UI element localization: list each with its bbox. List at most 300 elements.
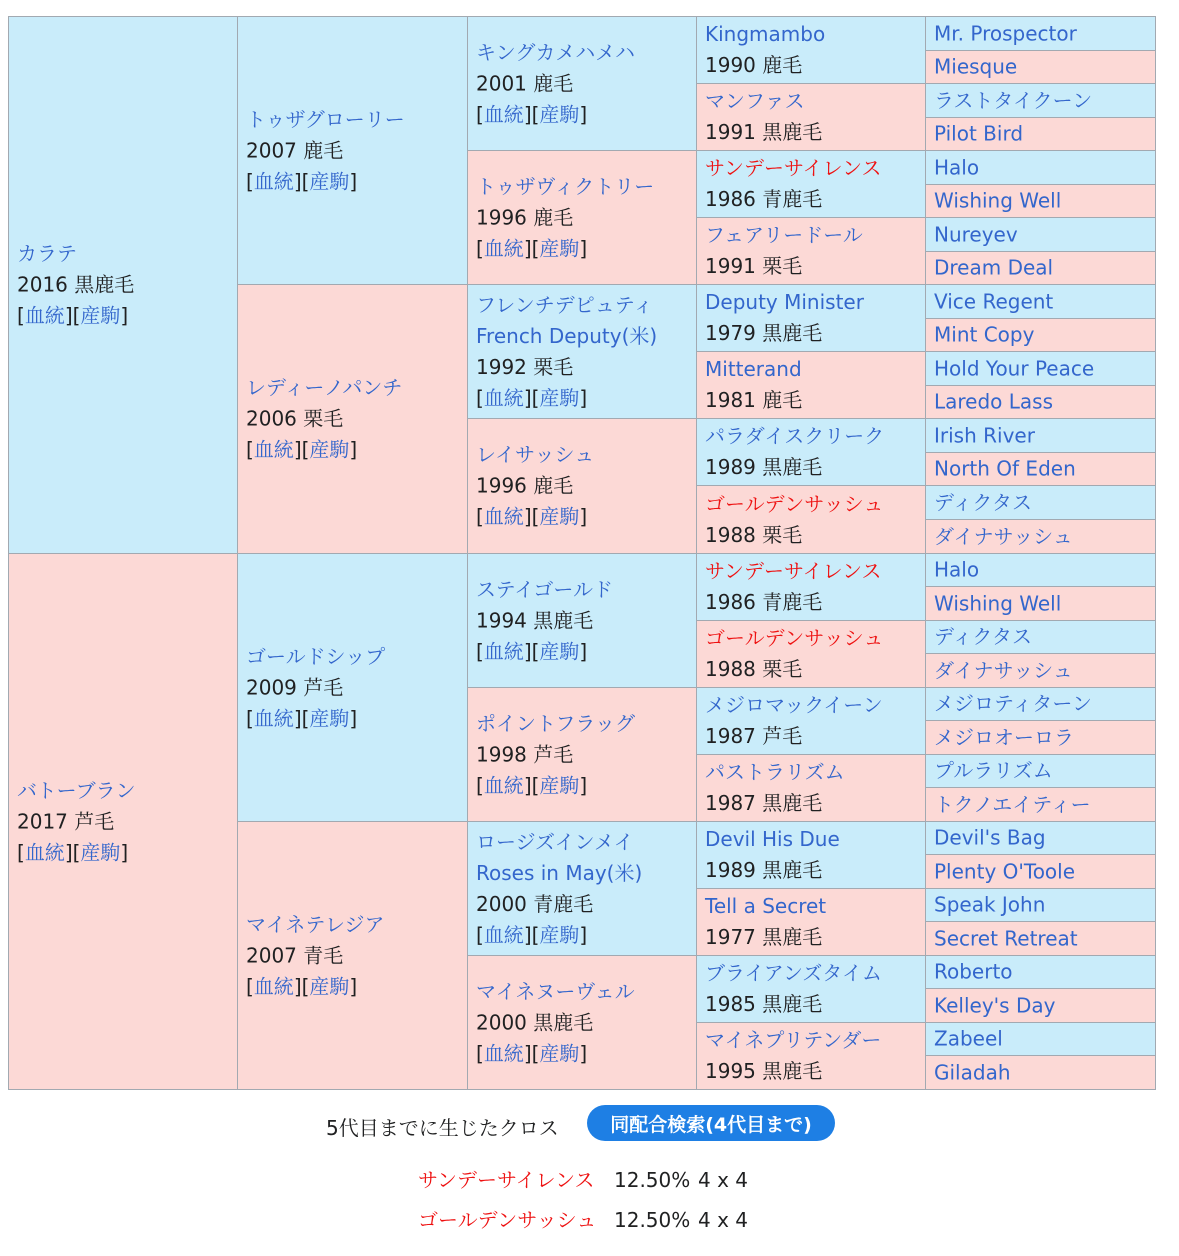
horse-name-link[interactable]: メジロマックイーン xyxy=(705,693,883,717)
cell-content xyxy=(246,373,463,466)
pedigree-cell-gen5 xyxy=(925,184,1156,218)
horse-name-link[interactable]: Deputy Minister xyxy=(705,290,864,314)
progeny-link[interactable]: 産駒 xyxy=(309,974,350,998)
horse-name-link[interactable]: ゴールデンサッシュ xyxy=(705,491,884,516)
pedigree-cell-gen2 xyxy=(237,284,468,554)
pedigree-link[interactable]: 血統 xyxy=(483,639,524,663)
cell-content xyxy=(934,521,1151,552)
cell-content xyxy=(476,440,692,533)
bracket-close: ] xyxy=(579,773,588,797)
pedigree-cell-gen5 xyxy=(925,988,1156,1023)
cross-section xyxy=(0,1100,1179,1250)
cell-content xyxy=(934,18,1151,49)
pedigree-cell-gen3 xyxy=(467,284,697,419)
bracket-mid: ][ xyxy=(293,974,310,998)
pedigree-link[interactable]: 血統 xyxy=(253,169,294,193)
horse-birth-info: 1985 黒鹿毛 xyxy=(705,992,823,1016)
pedigree-link[interactable]: 血統 xyxy=(253,437,294,462)
cell-content xyxy=(934,1057,1151,1088)
cross-horse-link[interactable]: ゴールデンサッシュ xyxy=(418,1208,597,1232)
horse-name-link[interactable]: トゥザヴィクトリー xyxy=(476,174,655,198)
bracket-open: [ xyxy=(476,504,484,529)
pedigree-cell-gen4 xyxy=(696,754,926,822)
bracket-close: ] xyxy=(579,639,588,663)
cross-percentage: 12.50% xyxy=(614,1208,691,1232)
pedigree-link[interactable]: 血統 xyxy=(24,303,65,328)
horse-birth-info: 1987 黒鹿毛 xyxy=(705,791,823,815)
horse-name-link[interactable]: Irish River xyxy=(934,423,1035,447)
pedigree-link[interactable]: 血統 xyxy=(253,974,294,998)
bracket-close: ] xyxy=(579,922,588,947)
horse-birth-info: 1986 青鹿毛 xyxy=(705,187,823,211)
horse-links xyxy=(246,703,463,734)
horse-alt-name-link[interactable]: French Deputy(米) xyxy=(476,323,658,348)
pedigree-cell-gen2 xyxy=(237,16,468,285)
cell-content xyxy=(17,239,233,332)
horse-links xyxy=(476,99,692,130)
cell-content xyxy=(934,622,1151,653)
pedigree-cell-gen4 xyxy=(696,1022,926,1090)
horse-name-link[interactable]: トクノエイティー xyxy=(934,792,1091,816)
pedigree-cell-gen5 xyxy=(925,418,1156,453)
horse-links xyxy=(476,233,692,264)
progeny-link[interactable]: 産駒 xyxy=(309,169,350,193)
pedigree-cell-gen3 xyxy=(467,16,697,151)
horse-name-link[interactable]: Miesque xyxy=(934,54,1018,79)
bracket-close: ] xyxy=(120,840,129,864)
same-mating-search-button[interactable]: 同配合検索(4代目まで) xyxy=(587,1105,835,1141)
horse-name-link[interactable]: Wishing Well xyxy=(934,591,1062,615)
horse-links xyxy=(476,636,692,667)
horse-name-link[interactable]: サンデーサイレンス xyxy=(705,156,882,180)
horse-name-link[interactable]: サンデーサイレンス xyxy=(705,559,882,583)
progeny-link[interactable]: 産駒 xyxy=(80,303,121,328)
cell-content xyxy=(934,923,1151,954)
pedigree-cell-gen5 xyxy=(925,754,1156,788)
cell-content xyxy=(934,186,1151,217)
bracket-mid: ][ xyxy=(64,303,81,328)
bracket-close: ] xyxy=(349,974,358,998)
cell-content xyxy=(705,1025,921,1087)
pedigree-cell-gen5 xyxy=(925,955,1156,989)
progeny-link[interactable]: 産駒 xyxy=(539,639,580,663)
cell-content xyxy=(934,856,1151,887)
pedigree-cell-gen5 xyxy=(925,351,1156,386)
cell-content xyxy=(934,487,1151,518)
cell-content xyxy=(705,220,921,282)
cell-content xyxy=(476,37,692,130)
cross-generations: 4 x 4 xyxy=(698,1168,748,1192)
horse-name-link[interactable]: Plenty O'Toole xyxy=(934,859,1076,883)
horse-birth-info: 1986 青鹿毛 xyxy=(705,590,823,614)
pedigree-cell-gen5 xyxy=(925,251,1156,285)
cross-generations: 4 x 4 xyxy=(698,1208,748,1232)
pedigree-cell-gen5 xyxy=(925,720,1156,755)
cross-row xyxy=(418,1204,748,1233)
cross-horse-link[interactable]: サンデーサイレンス xyxy=(418,1168,595,1192)
horse-name-link[interactable]: ダイナサッシュ xyxy=(934,658,1073,682)
horse-birth-info: 2000 青鹿毛 xyxy=(476,891,594,916)
cell-content xyxy=(934,890,1151,921)
bracket-mid: ][ xyxy=(523,773,540,797)
horse-name-link[interactable]: ロージズインメイ xyxy=(476,829,634,854)
bracket-open: [ xyxy=(476,639,484,663)
cell-content xyxy=(705,287,921,349)
bracket-open: [ xyxy=(17,303,25,328)
pedigree-cell-gen5 xyxy=(925,485,1156,520)
cell-content xyxy=(476,290,692,414)
horse-name-link[interactable]: Roberto xyxy=(934,959,1013,984)
horse-name-link[interactable]: ポイントフラッグ xyxy=(476,711,635,735)
horse-birth-info: 1987 芦毛 xyxy=(705,724,803,748)
cell-content xyxy=(934,555,1151,586)
cell-content xyxy=(476,171,692,264)
horse-name-link[interactable]: North Of Eden xyxy=(934,456,1076,481)
pedigree-link[interactable]: 血統 xyxy=(483,922,524,947)
pedigree-cell-gen4 xyxy=(696,485,926,554)
pedigree-cell-gen1 xyxy=(8,16,238,554)
horse-name-link[interactable]: ディクタス xyxy=(934,490,1032,514)
cell-content xyxy=(934,655,1151,686)
pedigree-cell-gen5 xyxy=(925,217,1156,252)
cross-label: 5代目までに生じたクロス xyxy=(326,1116,559,1140)
bracket-mid: ][ xyxy=(523,385,540,410)
horse-name-link[interactable]: Mitterand xyxy=(705,357,802,381)
horse-name-link[interactable]: レディーノパンチ xyxy=(246,375,403,400)
bracket-close: ] xyxy=(349,706,358,730)
pedigree-link[interactable]: 血統 xyxy=(483,1041,524,1065)
bracket-open: [ xyxy=(476,1041,484,1065)
horse-birth-info: 2007 青毛 xyxy=(246,943,344,967)
bracket-close: ] xyxy=(120,303,129,328)
pedigree-cell-gen5 xyxy=(925,921,1156,956)
bracket-open: [ xyxy=(476,773,484,797)
cell-content xyxy=(934,353,1151,384)
horse-birth-info: 2017 芦毛 xyxy=(17,809,115,833)
progeny-link[interactable]: 産駒 xyxy=(539,922,580,947)
bracket-close: ] xyxy=(349,169,358,193)
cell-content xyxy=(705,489,921,551)
bracket-open: [ xyxy=(246,706,254,730)
pedigree-cell-gen2 xyxy=(237,821,468,1090)
horse-name-link[interactable]: フレンチデピュティ xyxy=(476,292,654,317)
horse-birth-info: 2016 黒鹿毛 xyxy=(17,272,135,297)
horse-name-link[interactable]: レイサッシュ xyxy=(476,442,595,467)
pedigree-link[interactable]: 血統 xyxy=(483,773,524,797)
cell-content xyxy=(934,756,1151,787)
pedigree-cell-gen5 xyxy=(925,318,1156,352)
bracket-open: [ xyxy=(246,437,254,462)
bracket-mid: ][ xyxy=(293,169,310,193)
pedigree-link[interactable]: 血統 xyxy=(483,102,524,126)
bracket-close: ] xyxy=(579,102,588,126)
pedigree-cell-gen4 xyxy=(696,955,926,1023)
horse-birth-info: 1996 鹿毛 xyxy=(476,205,574,229)
pedigree-cell-gen5 xyxy=(925,452,1156,486)
pedigree-cell-gen5 xyxy=(925,284,1156,319)
cell-content xyxy=(17,775,233,868)
horse-name-link[interactable]: Laredo Lass xyxy=(934,389,1054,414)
horse-name-link[interactable]: キングカメハメハ xyxy=(476,40,635,64)
horse-birth-info: 1995 黒鹿毛 xyxy=(705,1059,823,1083)
cell-content xyxy=(934,454,1151,485)
horse-name-link[interactable]: ステイゴールド xyxy=(476,577,613,601)
pedigree-link[interactable]: 血統 xyxy=(483,236,524,260)
horse-birth-info: 2001 鹿毛 xyxy=(476,71,574,95)
pedigree-cell-gen3 xyxy=(467,150,697,285)
horse-name-link[interactable]: メジロオーロラ xyxy=(934,725,1074,749)
pedigree-cell-gen5 xyxy=(925,854,1156,889)
horse-name-link[interactable]: Dream Deal xyxy=(934,255,1054,280)
horse-name-link[interactable]: Mr. Prospector xyxy=(934,21,1077,45)
progeny-link[interactable]: 産駒 xyxy=(309,437,350,462)
cell-content xyxy=(705,958,921,1020)
cell-content xyxy=(934,420,1151,451)
horse-birth-info: 2000 黒鹿毛 xyxy=(476,1010,594,1034)
cell-content xyxy=(934,957,1151,988)
pedigree-cell-gen4 xyxy=(696,284,926,352)
pedigree-cell-gen5 xyxy=(925,1022,1156,1056)
cell-content xyxy=(476,708,692,801)
pedigree-link[interactable]: 血統 xyxy=(483,385,524,410)
pedigree-cell-gen5 xyxy=(925,385,1156,419)
cell-content xyxy=(705,824,921,886)
horse-links xyxy=(476,770,692,801)
cell-content xyxy=(246,641,463,734)
cell-content xyxy=(705,690,921,752)
pedigree-link[interactable]: 血統 xyxy=(483,504,524,529)
progeny-link[interactable]: 産駒 xyxy=(539,504,580,529)
horse-birth-info: 1998 芦毛 xyxy=(476,742,574,766)
horse-birth-info: 1990 鹿毛 xyxy=(705,53,803,77)
horse-birth-info: 1988 栗毛 xyxy=(705,657,803,681)
cell-content xyxy=(476,574,692,667)
horse-name-link[interactable]: Wishing Well xyxy=(934,188,1062,213)
horse-name-link[interactable]: パラダイスクリーク xyxy=(705,424,885,448)
horse-name-link[interactable]: Mint Copy xyxy=(934,322,1035,347)
cell-content xyxy=(705,421,921,483)
horse-links xyxy=(246,971,463,1002)
cell-content xyxy=(476,976,692,1069)
pedigree-cell-gen5 xyxy=(925,150,1156,185)
horse-links xyxy=(17,301,233,332)
pedigree-cell-gen4 xyxy=(696,821,926,889)
pedigree-cell-gen3 xyxy=(467,821,697,956)
bracket-open: [ xyxy=(246,974,254,998)
pedigree-cell-gen4 xyxy=(696,16,926,84)
horse-name-link[interactable]: バトーブラン xyxy=(17,778,136,802)
bracket-mid: ][ xyxy=(523,504,540,529)
pedigree-cell-gen3 xyxy=(467,687,697,822)
cell-content xyxy=(705,757,921,819)
bracket-mid: ][ xyxy=(293,706,310,730)
horse-name-link[interactable]: カラテ xyxy=(17,241,77,266)
cell-content xyxy=(705,891,921,953)
bracket-open: [ xyxy=(476,385,484,410)
cell-content xyxy=(934,152,1151,183)
cell-content xyxy=(934,119,1151,150)
pedigree-cell-gen4 xyxy=(696,217,926,285)
horse-name-link[interactable]: Secret Retreat xyxy=(934,926,1078,950)
cell-content xyxy=(934,320,1151,351)
cell-content xyxy=(246,104,463,197)
progeny-link[interactable]: 産駒 xyxy=(80,840,121,864)
pedigree-cell-gen4 xyxy=(696,888,926,956)
bracket-open: [ xyxy=(476,236,484,260)
pedigree-cell-gen4 xyxy=(696,351,926,419)
pedigree-cell-gen5 xyxy=(925,687,1156,721)
cell-content xyxy=(705,354,921,416)
horse-name-link[interactable]: Giladah xyxy=(934,1060,1011,1084)
bracket-close: ] xyxy=(579,1041,588,1065)
cell-content xyxy=(934,588,1151,619)
progeny-link[interactable]: 産駒 xyxy=(539,385,580,410)
progeny-link[interactable]: 産駒 xyxy=(539,773,580,797)
cell-content xyxy=(705,556,921,618)
cell-content xyxy=(705,623,921,685)
horse-name-link[interactable]: ゴールドシップ xyxy=(246,644,386,668)
horse-birth-info: 1989 黒鹿毛 xyxy=(705,455,823,479)
horse-name-link[interactable]: プルラリズム xyxy=(934,758,1053,783)
horse-name-link[interactable]: ダイナサッシュ xyxy=(934,524,1073,548)
pedigree-cell-gen5 xyxy=(925,50,1156,84)
bracket-close: ] xyxy=(579,385,588,410)
cell-content xyxy=(934,689,1151,720)
horse-name-link[interactable]: Hold Your Peace xyxy=(934,356,1095,380)
horse-name-link[interactable]: Pilot Bird xyxy=(934,121,1024,146)
cell-content xyxy=(934,990,1151,1021)
horse-name-link[interactable]: Devil's Bag xyxy=(934,825,1046,850)
cell-content xyxy=(934,219,1151,250)
bracket-close: ] xyxy=(349,437,358,462)
pedigree-cell-gen2 xyxy=(237,553,468,822)
cell-content xyxy=(246,909,463,1002)
cell-content xyxy=(934,85,1151,116)
horse-name-link[interactable]: Vice Regent xyxy=(934,289,1054,313)
horse-birth-info: 2006 栗毛 xyxy=(246,406,344,431)
horse-name-link[interactable]: Nureyev xyxy=(934,222,1018,246)
cell-content xyxy=(934,722,1151,753)
pedigree-cell-gen1 xyxy=(8,553,238,1090)
horse-birth-info: 1989 黒鹿毛 xyxy=(705,858,823,882)
bracket-mid: ][ xyxy=(523,1041,540,1065)
bracket-mid: ][ xyxy=(523,922,540,947)
horse-birth-info: 1988 栗毛 xyxy=(705,522,803,547)
pedigree-cell-gen5 xyxy=(925,83,1156,118)
bracket-open: [ xyxy=(246,169,254,193)
pedigree-cell-gen5 xyxy=(925,1055,1156,1090)
horse-birth-info: 2007 鹿毛 xyxy=(246,138,344,162)
horse-name-link[interactable]: Speak John xyxy=(934,892,1046,917)
pedigree-cell-gen5 xyxy=(925,821,1156,855)
horse-birth-info: 1991 栗毛 xyxy=(705,254,803,278)
horse-links xyxy=(476,383,692,414)
horse-name-link[interactable]: Tell a Secret xyxy=(705,894,827,918)
horse-name-link[interactable]: Halo xyxy=(934,155,980,179)
progeny-link[interactable]: 産駒 xyxy=(539,102,580,126)
pedigree-cell-gen5 xyxy=(925,787,1156,822)
horse-alt-name-link[interactable]: Roses in May(米) xyxy=(476,860,643,885)
pedigree-cell-gen5 xyxy=(925,519,1156,554)
horse-birth-info: 1992 栗毛 xyxy=(476,354,574,379)
bracket-mid: ][ xyxy=(523,639,540,663)
horse-name-link[interactable]: ゴールデンサッシュ xyxy=(705,626,884,650)
pedigree-link[interactable]: 血統 xyxy=(24,840,65,864)
horse-name-link[interactable]: Kingmambo xyxy=(705,22,826,46)
horse-links xyxy=(246,166,463,197)
pedigree-cell-gen3 xyxy=(467,955,697,1090)
horse-links xyxy=(476,920,692,951)
horse-links xyxy=(246,435,463,466)
horse-name-link[interactable]: ラストタイクーン xyxy=(934,88,1093,112)
horse-birth-info: 1991 黒鹿毛 xyxy=(705,120,823,144)
pedigree-cell-gen5 xyxy=(925,117,1156,151)
cell-content xyxy=(934,387,1151,418)
horse-name-link[interactable]: Kelley's Day xyxy=(934,993,1056,1017)
horse-name-link[interactable]: マイネヌーヴェル xyxy=(476,979,635,1003)
cross-row xyxy=(418,1164,748,1193)
horse-links xyxy=(476,1038,692,1069)
pedigree-cell-gen4 xyxy=(696,687,926,755)
horse-birth-info: 1981 鹿毛 xyxy=(705,388,803,412)
progeny-link[interactable]: 産駒 xyxy=(539,1041,580,1065)
cell-content xyxy=(934,789,1151,820)
cell-content xyxy=(934,823,1151,854)
pedigree-cell-gen5 xyxy=(925,620,1156,654)
pedigree-cell-gen4 xyxy=(696,620,926,688)
bracket-mid: ][ xyxy=(523,102,540,126)
horse-name-link[interactable]: トゥザグローリー xyxy=(246,107,405,131)
pedigree-cell-gen4 xyxy=(696,83,926,151)
pedigree-cell-gen3 xyxy=(467,553,697,688)
horse-birth-info: 1977 黒鹿毛 xyxy=(705,925,823,949)
bracket-close: ] xyxy=(579,504,588,529)
horse-name-link[interactable]: メジロティターン xyxy=(934,691,1092,716)
cell-content xyxy=(934,1024,1151,1055)
horse-name-link[interactable]: マンファス xyxy=(705,89,805,113)
cell-content xyxy=(934,286,1151,317)
pedigree-cell-gen5 xyxy=(925,586,1156,621)
bracket-open: [ xyxy=(17,840,25,864)
bracket-mid: ][ xyxy=(523,236,540,260)
horse-birth-info: 2009 芦毛 xyxy=(246,675,344,699)
cell-content xyxy=(705,153,921,215)
bracket-mid: ][ xyxy=(293,437,310,462)
pedigree-cell-gen5 xyxy=(925,16,1156,51)
horse-name-link[interactable]: ブライアンズタイム xyxy=(705,961,882,985)
cell-content xyxy=(705,86,921,148)
cell-content xyxy=(705,19,921,81)
progeny-link[interactable]: 産駒 xyxy=(309,706,350,730)
horse-name-link[interactable]: ディクタス xyxy=(934,624,1032,649)
pedigree-cell-gen4 xyxy=(696,150,926,218)
horse-name-link[interactable]: マイネプリテンダー xyxy=(705,1028,882,1052)
horse-name-link[interactable]: パストラリズム xyxy=(705,760,845,784)
progeny-link[interactable]: 産駒 xyxy=(539,236,580,260)
pedigree-cell-gen4 xyxy=(696,418,926,486)
horse-name-link[interactable]: Devil His Due xyxy=(705,827,840,851)
horse-birth-info: 1996 鹿毛 xyxy=(476,473,574,498)
pedigree-cell-gen4 xyxy=(696,553,926,621)
horse-links xyxy=(476,502,692,533)
pedigree-link[interactable]: 血統 xyxy=(253,706,294,730)
horse-name-link[interactable]: Halo xyxy=(934,557,980,582)
pedigree-cell-gen5 xyxy=(925,553,1156,587)
horse-name-link[interactable]: Zabeel xyxy=(934,1026,1003,1051)
pedigree-cell-gen5 xyxy=(925,653,1156,688)
horse-name-link[interactable]: フェアリードール xyxy=(705,223,863,247)
horse-name-link[interactable]: マイネテレジア xyxy=(246,912,385,936)
